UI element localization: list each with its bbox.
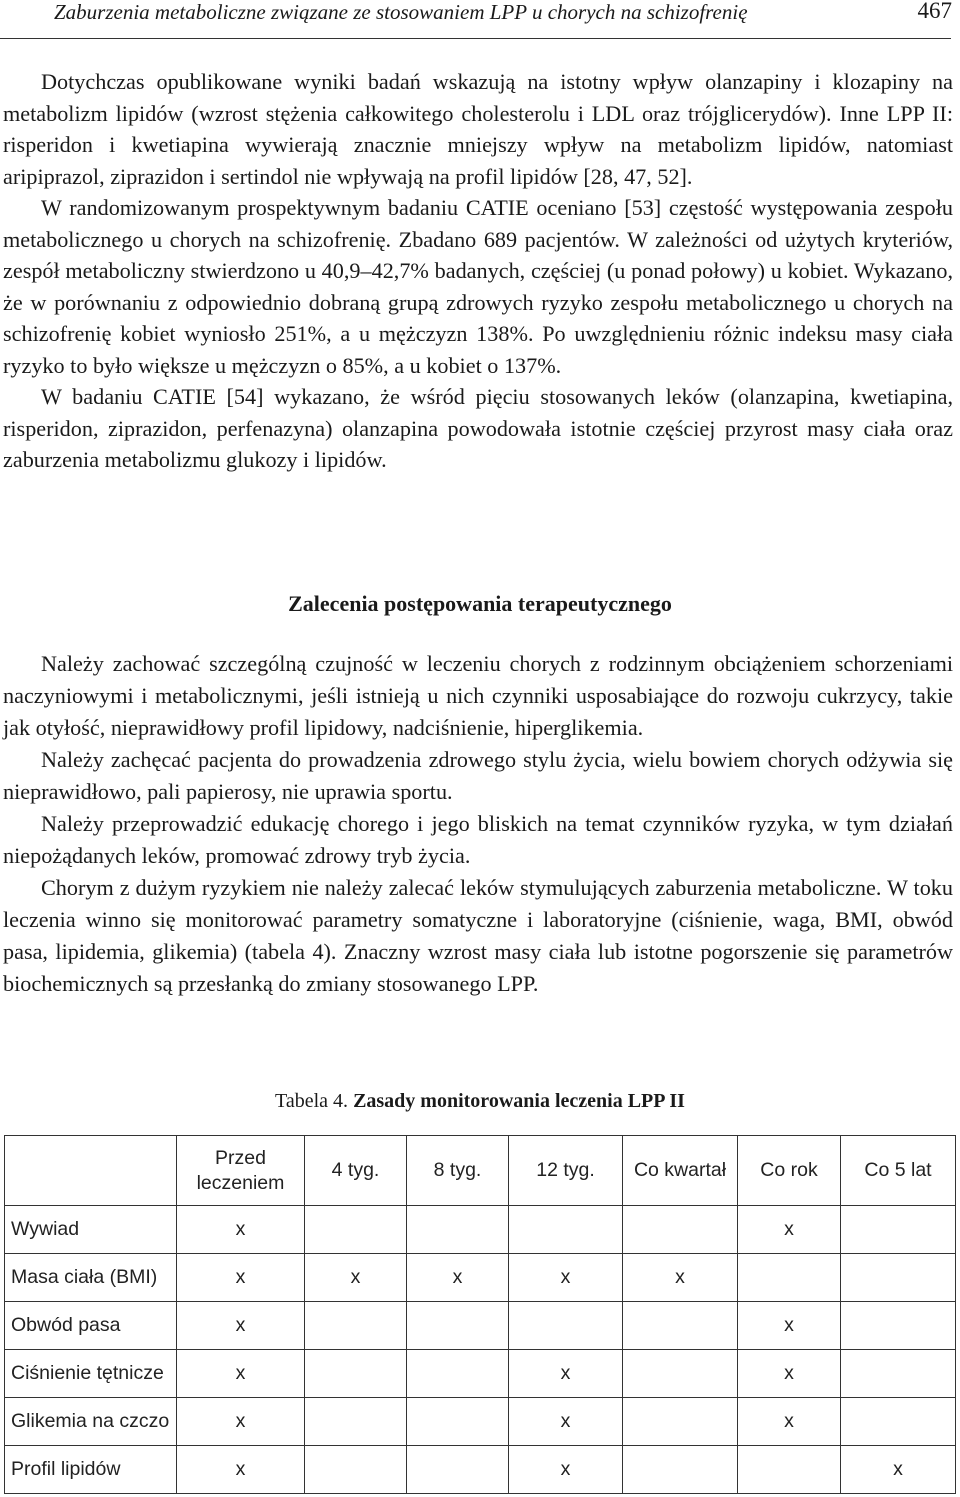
table-cell	[841, 1254, 956, 1302]
table-row-label: Profil lipidów	[5, 1446, 177, 1494]
table-cell	[305, 1398, 407, 1446]
table-cell	[841, 1398, 956, 1446]
paragraph-catie-metabolic: W randomizowanym prospektywnym badaniu CATIE oceniano [53] częstość występowania zespołu metabolicznego u chorych na schizofrenię. Zbadano 689 pacjentów. W zależności od użytych kryteriów, zespół metaboliczny stwierdzono u 40,9–42,7% badanych, częściej (u ponad połowy) u kobiet. Wykazano, że w porównaniu z odpowiednio dobraną grupą zdrowych ryzyko zespołu metabolicznego u chorych na schizofrenię kobiet wyniosło 251%, a u mężczyzn 138%. Po uwzględnieniu różnic indeksu masy ciała ryzyko to było większe u mężczyzn o 85%, a u kobiet o 137%.	[3, 195, 953, 378]
table-row-label: Ciśnienie tętnicze	[5, 1350, 177, 1398]
table-cell: x	[177, 1206, 305, 1254]
table-row	[5, 1254, 956, 1302]
table-cell	[509, 1302, 623, 1350]
table-cell	[623, 1206, 738, 1254]
table-cell: x	[177, 1350, 305, 1398]
table-cell: x	[177, 1398, 305, 1446]
table-row	[5, 1302, 956, 1350]
table-cell: x	[509, 1398, 623, 1446]
table-row-label: Masa ciała (BMI)	[5, 1254, 177, 1302]
header-divider	[0, 38, 951, 39]
recommendation-paragraph: Należy zachęcać pacjenta do prowadzenia zdrowego stylu życia, wielu bowiem chorych odżywia się nieprawidłowo, pali papierosy, nie uprawia sportu.	[3, 747, 953, 804]
table-cell: x	[509, 1446, 623, 1494]
table-header-cell: Przed leczeniem	[177, 1136, 305, 1206]
table-cell	[841, 1302, 956, 1350]
table-cell	[407, 1350, 509, 1398]
table-header-cell: 8 tyg.	[407, 1136, 509, 1206]
table-cell	[623, 1302, 738, 1350]
table-cell: x	[177, 1446, 305, 1494]
table-cell: x	[509, 1254, 623, 1302]
table-cell: x	[305, 1254, 407, 1302]
table-cell	[305, 1350, 407, 1398]
table-header-cell: Co rok	[738, 1136, 841, 1206]
recommendation-paragraph: Należy przeprowadzić edukację chorego i jego bliskich na temat czynników ryzyka, w tym działań niepożądanych leków, promować zdrowy tryb życia.	[3, 811, 953, 868]
section-heading: Zalecenia postępowania terapeutycznego	[288, 591, 672, 616]
table-row	[5, 1398, 956, 1446]
table-caption-title: Zasady monitorowania leczenia LPP II	[353, 1090, 685, 1112]
running-header-title: Zaburzenia metaboliczne związane ze stosowaniem LPP u chorych na schizofrenię	[54, 0, 748, 24]
table-header-cell: 4 tyg.	[305, 1136, 407, 1206]
table-row	[5, 1350, 956, 1398]
table-row-label: Wywiad	[5, 1206, 177, 1254]
table-cell: x	[841, 1446, 956, 1494]
table-cell: x	[738, 1206, 841, 1254]
page-number: 467	[917, 0, 952, 23]
table-cell: x	[177, 1254, 305, 1302]
table-cell	[738, 1446, 841, 1494]
table-cell	[407, 1398, 509, 1446]
table-cell: x	[738, 1350, 841, 1398]
recommendation-paragraph: Należy zachować szczególną czujność w leczeniu chorych z rodzinnym obciążeniem schorzeniami naczyniowymi i metabolicznymi, jeśli istnieją u nich czynniki usposabiające do rozwoju cukrzycy, takie jak otyłość, nieprawidłowy profil lipidowy, nadciśnienie, hiperglikemia.	[3, 651, 953, 740]
table-header-cell: Co kwartał	[623, 1136, 738, 1206]
table-cell: x	[177, 1302, 305, 1350]
table-cell: x	[623, 1254, 738, 1302]
table-caption	[0, 1090, 960, 1113]
body-text	[3, 66, 953, 476]
recommendations-text	[3, 648, 953, 1000]
running-header	[0, 0, 960, 48]
recommendation-paragraph: Chorym z dużym ryzykiem nie należy zalecać leków stymulujących zaburzenia metaboliczne. W toku leczenia winno się monitorować parametry somatyczne i laboratoryjne (ciśnienie, waga, BMI, obwód pasa, lipidemia, glikemia) (tabela 4). Znaczny wzrost masy ciała lub istotne pogorszenie się parametrów biochemicznych są przesłanką do zmiany stosowanego LPP.	[3, 875, 953, 996]
table-header-cell	[5, 1136, 177, 1206]
table-header-row	[5, 1136, 956, 1206]
table-cell	[305, 1446, 407, 1494]
table-cell: x	[738, 1398, 841, 1446]
table-cell: x	[509, 1350, 623, 1398]
table-cell: x	[407, 1254, 509, 1302]
table-cell	[407, 1206, 509, 1254]
table-cell	[623, 1350, 738, 1398]
table-cell	[738, 1254, 841, 1302]
table-cell	[841, 1350, 956, 1398]
paragraph-lipid-effects: Dotychczas opublikowane wyniki badań wskazują na istotny wpływ olanzapiny i klozapiny na metabolizm lipidów (wzrost stężenia całkowitego cholesterolu i LDL oraz trójglicerydów). Inne LPP II: risperidon i kwetiapina wywierają znacznie mniejszy wpływ na metabolizm lipidów, natomiast aripiprazol, ziprazidon i sertindol nie wpływają na profil lipidów [28, 47, 52].	[3, 69, 953, 189]
table-cell	[623, 1398, 738, 1446]
paragraph-catie-weight: W badaniu CATIE [54] wykazano, że wśród pięciu stosowanych leków (olanzapina, kwetiapina, risperidon, ziprazidon, perfenazyna) olanzapina powodowała istotnie częściej przyrost masy ciała oraz zaburzenia metabolizmu glukozy i lipidów.	[3, 384, 953, 472]
table-cell	[623, 1446, 738, 1494]
table-cell	[407, 1302, 509, 1350]
table-caption-prefix: Tabela 4.	[275, 1090, 349, 1112]
table-row	[5, 1446, 956, 1494]
table-row-label: Obwód pasa	[5, 1302, 177, 1350]
table-cell	[305, 1206, 407, 1254]
table-cell	[407, 1446, 509, 1494]
table-header-cell: Co 5 lat	[841, 1136, 956, 1206]
table-row	[5, 1206, 956, 1254]
table-cell	[509, 1206, 623, 1254]
monitoring-table	[4, 1135, 956, 1494]
table-row-label: Glikemia na czczo	[5, 1398, 177, 1446]
table-header-cell: 12 tyg.	[509, 1136, 623, 1206]
table-cell	[841, 1206, 956, 1254]
table-cell	[305, 1302, 407, 1350]
table-cell: x	[738, 1302, 841, 1350]
